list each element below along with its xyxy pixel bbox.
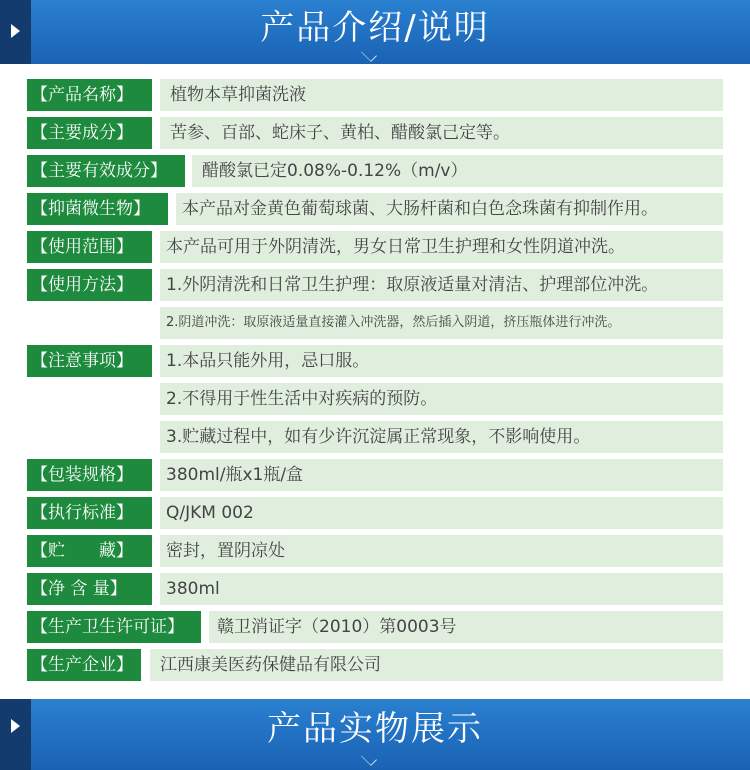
- info-row-net-content: [0, 573, 750, 605]
- row-label: 【使用范围】: [27, 231, 152, 263]
- info-row-precautions-2: [0, 383, 750, 415]
- row-label: 【产品名称】: [27, 79, 152, 111]
- row-value: 密封，置阴凉处: [160, 535, 723, 567]
- row-value: 本产品可用于外阴清洗，男女日常卫生护理和女性阴道冲洗。: [160, 231, 723, 263]
- info-row-storage: [0, 535, 750, 567]
- row-value: 本产品对金黄色葡萄球菌、大肠杆菌和白色念珠菌有抑制作用。: [176, 193, 723, 225]
- bottom-banner: [0, 699, 750, 770]
- row-value: 植物本草抑菌洗液: [160, 79, 723, 111]
- info-row-precautions: [0, 345, 750, 377]
- row-label: 【生产卫生许可证】: [27, 611, 201, 643]
- row-label: 【净 含 量】: [27, 573, 152, 605]
- row-label: 【使用方法】: [27, 269, 152, 301]
- row-value: 380ml: [160, 573, 723, 605]
- info-row-antibacterial: [0, 193, 750, 225]
- info-row-product-name: [0, 79, 750, 111]
- info-row-license: [0, 611, 750, 643]
- row-value: 赣卫消证字（2010）第0003号: [209, 611, 723, 643]
- row-label: 【主要有效成分】: [27, 155, 185, 187]
- row-value: 醋酸氯已定0.08%-0.12%（m/v）: [192, 155, 723, 187]
- info-row-usage: [0, 269, 750, 301]
- row-value: 3.贮藏过程中，如有少许沉淀属正常现象，不影响使用。: [160, 421, 723, 453]
- row-label: 【主要成分】: [27, 117, 152, 149]
- row-value: Q/JKM 002: [160, 497, 723, 529]
- info-row-main-ingredients: [0, 117, 750, 149]
- row-label: 【抑菌微生物】: [27, 193, 168, 225]
- banner-title: 产品实物展示: [267, 709, 483, 749]
- row-label: 【生产企业】: [27, 649, 141, 681]
- row-value: 苦参、百部、蛇床子、黄柏、醋酸氯己定等。: [160, 117, 723, 149]
- chevron-down-icon: [361, 750, 377, 766]
- row-value: 1.本品只能外用，忌口服。: [160, 345, 723, 377]
- info-row-manufacturer: [0, 649, 750, 681]
- row-label: 【贮 藏】: [27, 535, 152, 567]
- row-value: 2.不得用于性生活中对疾病的预防。: [160, 383, 723, 415]
- row-label: 【注意事项】: [27, 345, 152, 377]
- banner-title: 产品介绍/说明: [260, 8, 490, 48]
- top-banner: [0, 0, 750, 64]
- row-value: 江西康美医药保健品有限公司: [150, 649, 723, 681]
- info-row-precautions-3: [0, 421, 750, 453]
- row-label: 【执行标准】: [27, 497, 152, 529]
- row-value: 2.阴道冲洗：取原液适量直接灌入冲洗器，然后插入阴道，挤压瓶体进行冲洗。: [160, 307, 723, 339]
- row-label: 【包装规格】: [27, 459, 152, 491]
- info-row-package: [0, 459, 750, 491]
- info-row-scope: [0, 231, 750, 263]
- row-value: 380ml/瓶x1瓶/盒: [160, 459, 723, 491]
- info-row-standard: [0, 497, 750, 529]
- info-row-active-ingredient: [0, 155, 750, 187]
- info-row-usage-2: [0, 307, 750, 339]
- row-value: 1.外阴清洗和日常卫生护理：取原液适量对清洁、护理部位冲洗。: [160, 269, 723, 301]
